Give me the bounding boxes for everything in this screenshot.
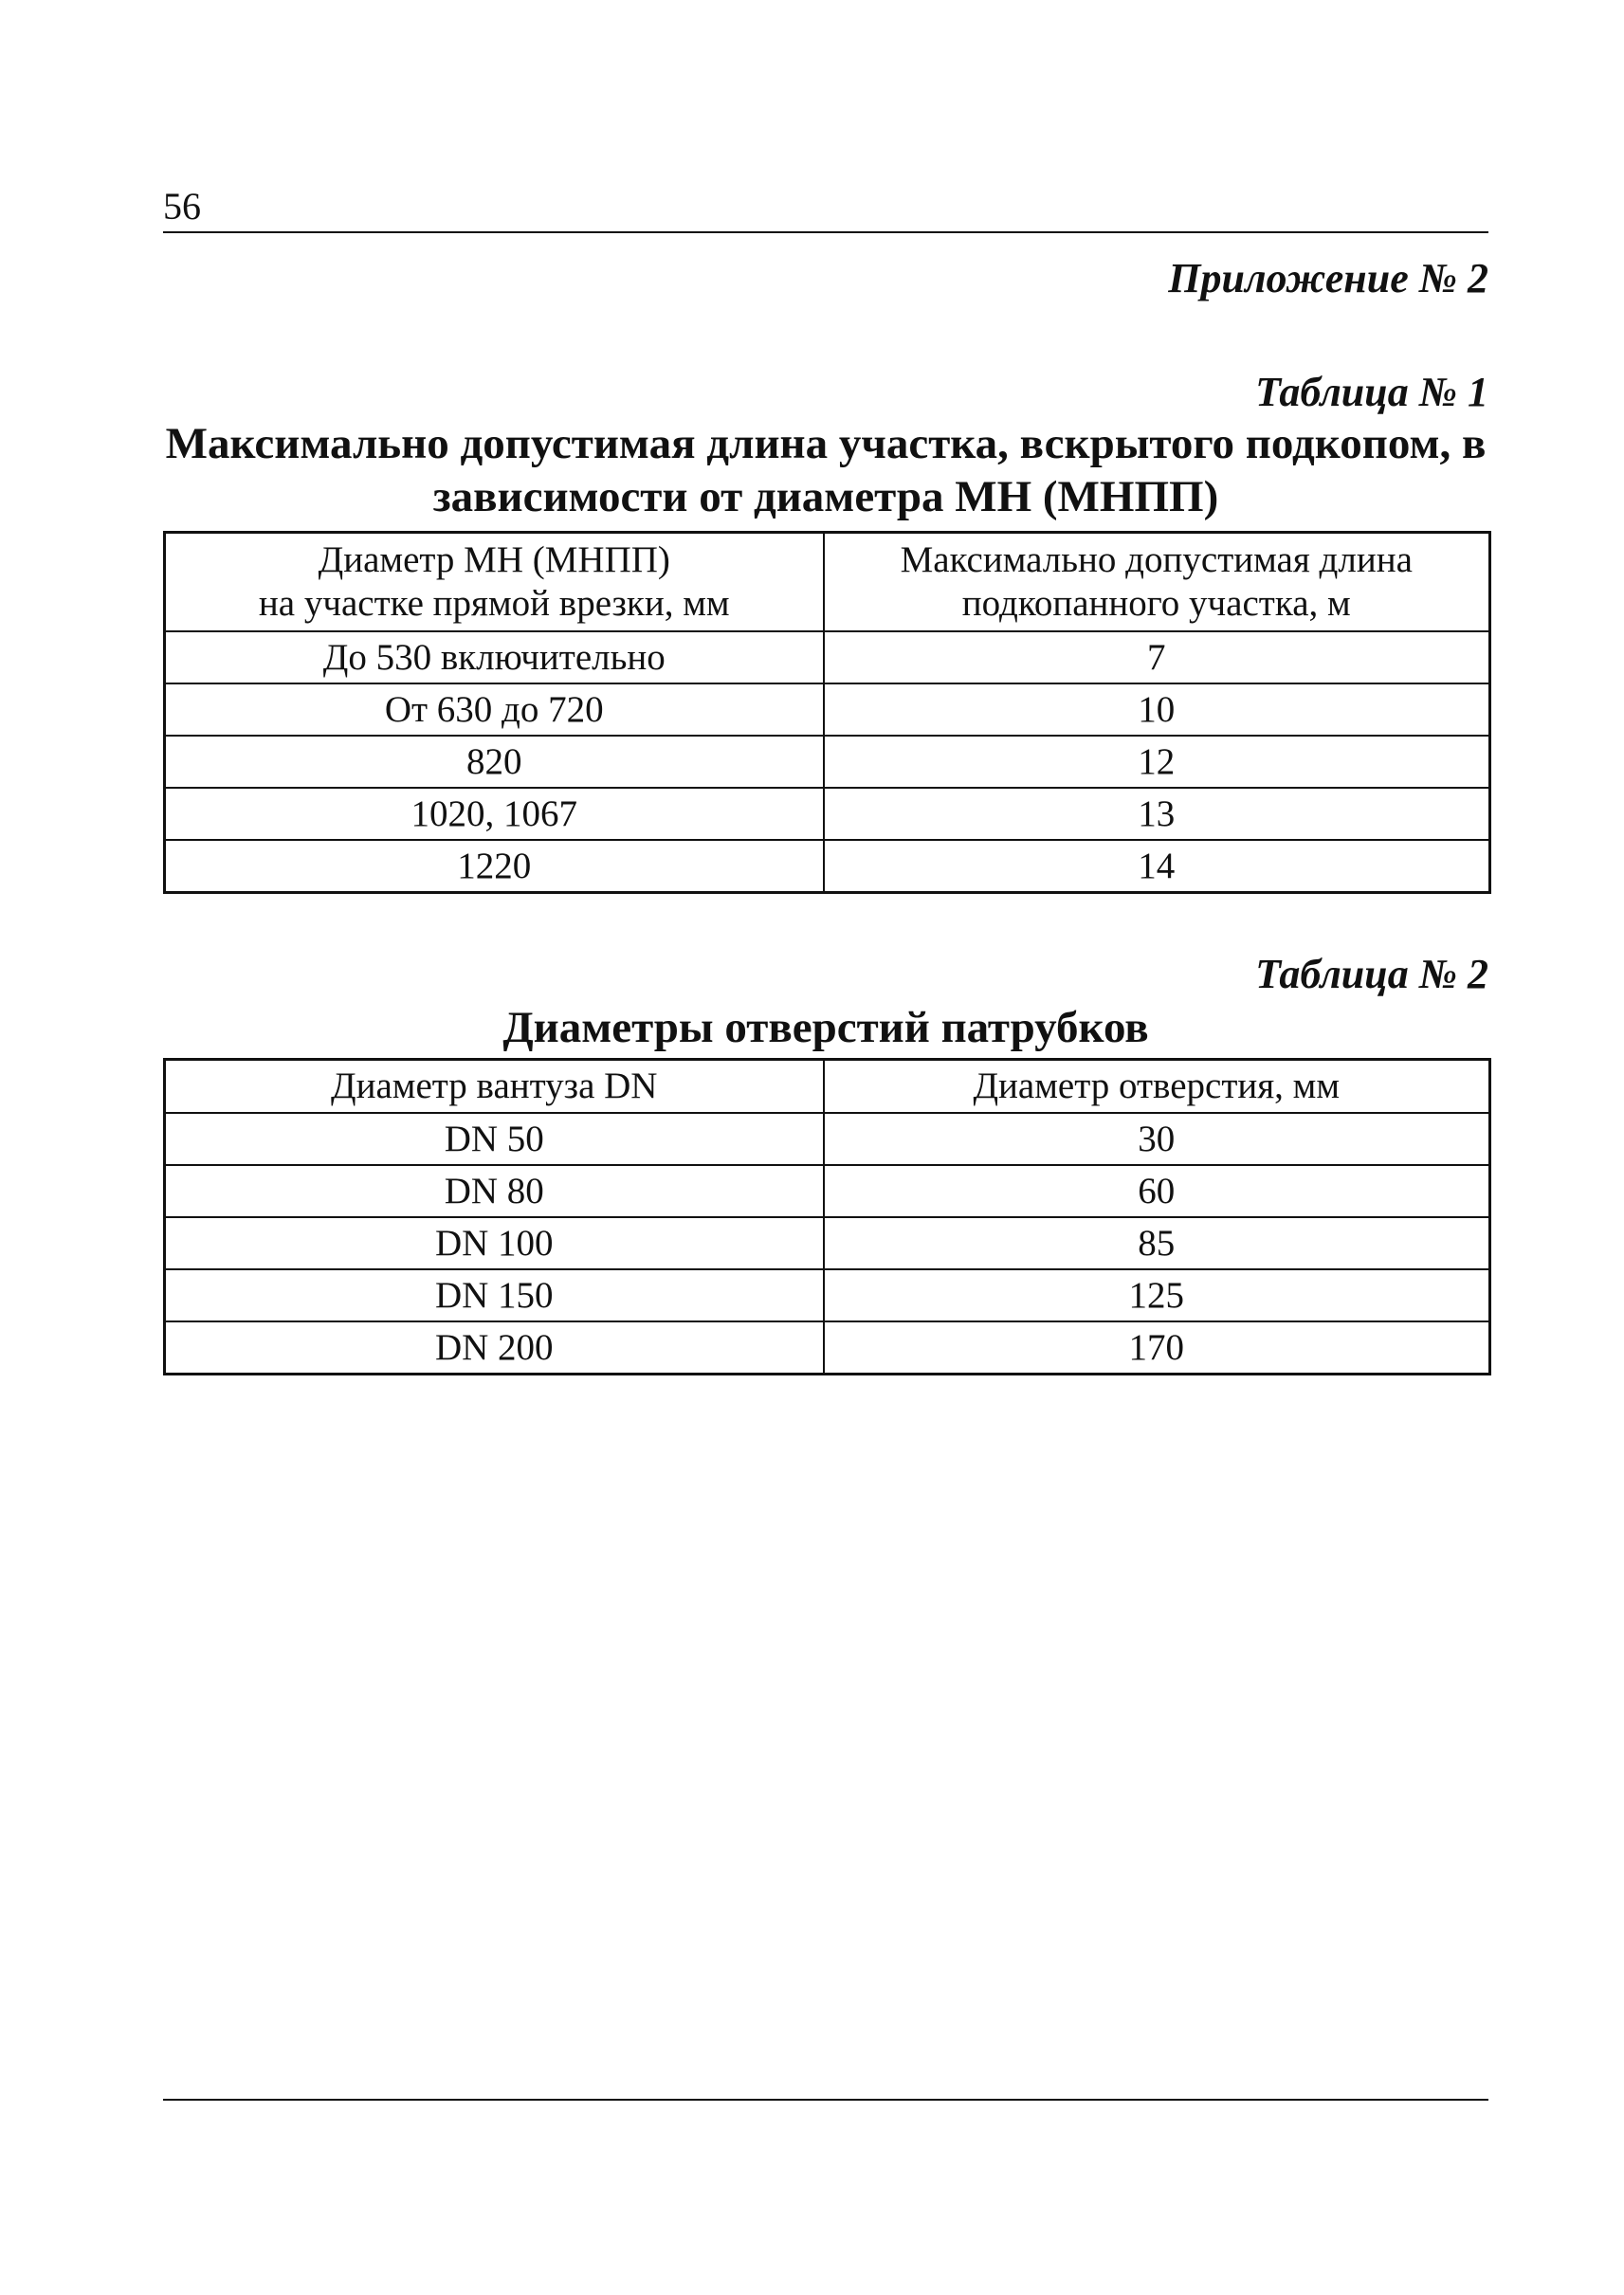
table-cell: DN 100 <box>165 1217 824 1269</box>
table-cell: 820 <box>165 736 824 788</box>
header-rule <box>163 231 1488 233</box>
table1-col-header-line: Диаметр МН (МНПП) <box>318 539 670 580</box>
table-cell: 1020, 1067 <box>165 788 824 840</box>
table-cell: До 530 включительно <box>165 631 824 683</box>
table1-label: Таблица № 1 <box>1255 369 1488 415</box>
table-row <box>165 1217 1490 1269</box>
table-cell: 7 <box>824 631 1490 683</box>
table-cell: 12 <box>824 736 1490 788</box>
table-cell: 10 <box>824 683 1490 736</box>
table-cell: DN 200 <box>165 1321 824 1375</box>
table-cell: От 630 до 720 <box>165 683 824 736</box>
table2-caption: Диаметры отверстий патрубков <box>502 1003 1149 1052</box>
appendix-label: Приложение № 2 <box>1168 255 1488 301</box>
table-cell: DN 50 <box>165 1113 824 1165</box>
table-cell: 30 <box>824 1113 1490 1165</box>
table-cell: 13 <box>824 788 1490 840</box>
table2-col-header: Диаметр отверстия, мм <box>824 1060 1490 1114</box>
table1-col-header <box>165 533 824 632</box>
table-cell: 1220 <box>165 840 824 893</box>
page-number: 56 <box>163 185 201 228</box>
table-row <box>165 736 1490 788</box>
table1-col-header-line: Максимально допустимая длина <box>900 539 1413 580</box>
table-cell: 125 <box>824 1269 1490 1321</box>
table-cell: 14 <box>824 840 1490 893</box>
table-cell: DN 80 <box>165 1165 824 1217</box>
table2-col-header: Диаметр вантуза DN <box>165 1060 824 1114</box>
table1-col-header-line: на участке прямой врезки, мм <box>258 583 730 624</box>
table-row <box>165 840 1490 893</box>
table-row <box>165 683 1490 736</box>
table-row <box>165 1113 1490 1165</box>
table-cell: 60 <box>824 1165 1490 1217</box>
table2-label: Таблица № 2 <box>1255 951 1488 997</box>
table-row <box>165 1269 1490 1321</box>
table1-caption: Максимально допустимая длина участка, вскрытого подкопом, в зависимости от диаметра МН (МНПП) <box>165 419 1487 521</box>
table1-col-header <box>824 533 1490 632</box>
table-row <box>165 1165 1490 1217</box>
table1 <box>163 531 1491 894</box>
table-row <box>165 788 1490 840</box>
table2-header-row <box>165 1060 1490 1114</box>
table-cell: 170 <box>824 1321 1490 1375</box>
table-cell: 85 <box>824 1217 1490 1269</box>
table1-header-row <box>165 533 1490 632</box>
table-row <box>165 1321 1490 1375</box>
table2 <box>163 1058 1491 1375</box>
table-row <box>165 631 1490 683</box>
table-cell: DN 150 <box>165 1269 824 1321</box>
footer-rule <box>163 2099 1488 2101</box>
table1-col-header-line: подкопанного участка, м <box>961 583 1351 624</box>
